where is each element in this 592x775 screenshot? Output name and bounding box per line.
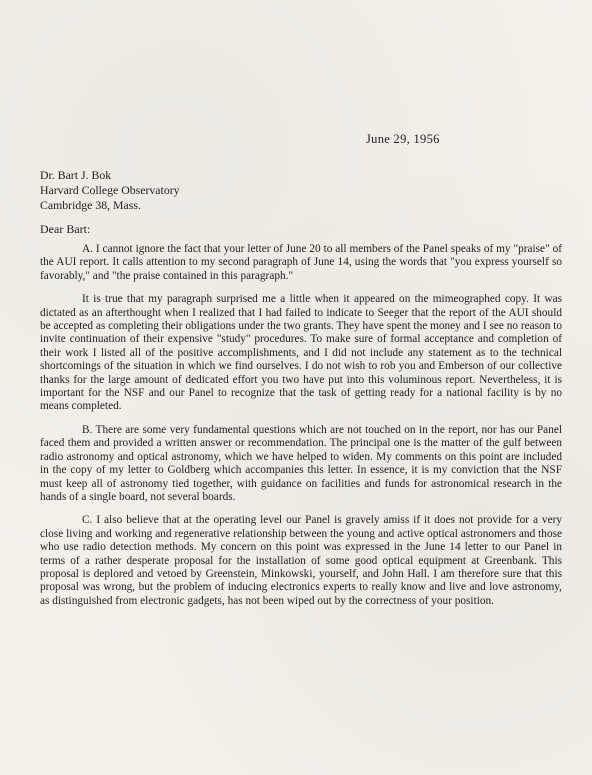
recipient-address [40, 168, 180, 213]
paragraph-c: C. I also believe that at the operating level our Panel is gravely amiss if it does not provide for a very close living and working and regenerative relationship between the young and active optical astronomers and those who use radio detection methods. My concern on this point was expressed in the June 14 letter to our Panel in terms of a rather desperate proposal for the installation of some good optical equipment at Greenbank. This proposal is deplored and vetoed by Greenstein, Minkowski, yourself, and John Hall. I am therefore sure that this proposal was wrong, but the problem of inducing electronics experts to really know and live and love astronomy, as distinguished from electronic gadgets, has not been wiped out by the correctness of your position. [40, 514, 562, 607]
paragraph-praise: It is true that my paragraph surprised me a little when it appeared on the mimeographed copy. It was dictated as an afterthought when I realized that I had failed to indicate to Seeger that the report of the AUI should be accepted as completing their obligations under the two grants. They have spent the money and I see no reason to invite continuation of their expensive "study" procedures. To make sure of formal acceptance and completion of their work I listed all of the positive accomplishments, and I did not include any statement as to the technical shortcomings of the situation in which we find ourselves. I do not wish to rob you and Emberson of our collective thanks for the large amount of dedicated effort you two have put into this voluminous report. Nevertheless, it is important for the NSF and our Panel to recognize that the task of getting ready for a national facility is by no means completed. [40, 293, 562, 413]
recipient-organization: Harvard College Observatory [40, 183, 180, 197]
paragraph-a: A. I cannot ignore the fact that your letter of June 20 to all members of the Panel speaks of my "praise" of the AUI report. It calls attention to my second paragraph of June 14, using the words that "you express yourself so favorably," and "the praise contained in this paragraph." [40, 243, 562, 282]
recipient-city: Cambridge 38, Mass. [40, 198, 141, 212]
salutation: Dear Bart: [40, 222, 91, 236]
recipient-name: Dr. Bart J. Bok [40, 168, 112, 182]
letter-date: June 29, 1956 [366, 132, 440, 146]
paragraph-b: B. There are some very fundamental questions which are not touched on in the report, nor has our Panel faced them and provided a written answer or recommendation. The principal one is the matter of the gulf between radio astronomy and optical astronomy, which we have helped to widen. My comments on this point are included in the copy of my letter to Goldberg which accompanies this letter. In essence, it is my conviction that the NSF must keep all of astronomy tied together, with guidance on facilities and funds for astronomical research in the hands of a single board, not several boards. [40, 423, 562, 503]
letter-body [40, 243, 562, 618]
